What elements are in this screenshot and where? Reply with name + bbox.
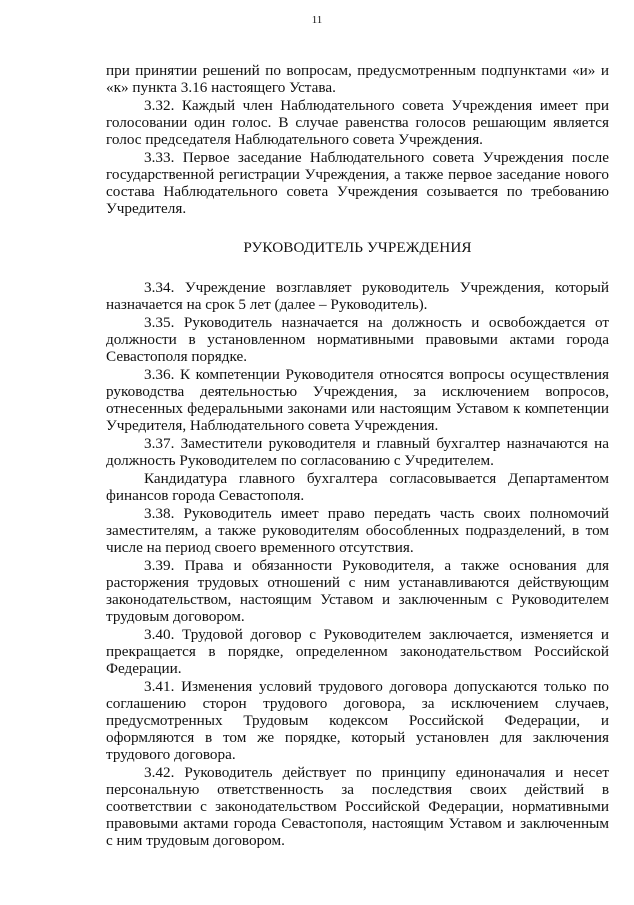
- paragraph: Кандидатура главного бухгалтера согласовывается Департаментом финансов города Севастополя.: [106, 470, 609, 504]
- section-heading: РУКОВОДИТЕЛЬ УЧРЕЖДЕНИЯ: [243, 239, 472, 256]
- paragraph: 3.32. Каждый член Наблюдательного совета Учреждения имеет при голосовании один голос. В случае равенства голосов решающим является голос председателя Наблюдательного совета Учреждения.: [106, 97, 609, 148]
- paragraph: 3.42. Руководитель действует по принципу единоначалия и несет персональную ответственность за последствия своих действий в соответствии с законодательством Российской Федерации, нормативными правовыми актами города Севастополя, настоящим Уставом и заключенным с ним трудовым договором.: [106, 764, 609, 849]
- paragraph: 3.37. Заместители руководителя и главный бухгалтер назначаются на должность Руководителем по согласованию с Учредителем.: [106, 435, 609, 469]
- paragraph: 3.34. Учреждение возглавляет руководитель Учреждения, который назначается на срок 5 лет (далее – Руководитель).: [106, 279, 609, 313]
- paragraphs-after-heading: [106, 279, 609, 849]
- paragraph: 3.33. Первое заседание Наблюдательного совета Учреждения после государственной регистрации Учреждения, а также первое заседание нового состава Наблюдательного совета Учреждения созывается по требованию Учредителя.: [106, 149, 609, 217]
- paragraph: 3.39. Права и обязанности Руководителя, а также основания для расторжения трудовых отношений с ним устанавливаются действующим законодательством, настоящим Уставом и заключенным с Руководителем трудовым договором.: [106, 557, 609, 625]
- paragraph: при принятии решений по вопросам, предусмотренным подпунктами «и» и «к» пункта 3.16 настоящего Устава.: [106, 62, 609, 96]
- paragraph: 3.36. К компетенции Руководителя относятся вопросы осуществления руководства деятельностью Учреждения, за исключением вопросов, отнесенных федеральными законами или настоящим Уставом к компетенции Учредителя, Наблюдательного совета Учреждения.: [106, 366, 609, 434]
- paragraph: 3.38. Руководитель имеет право передать часть своих полномочий заместителям, а также руководителям обособленных подразделений, в том числе на период своего временного отсутствия.: [106, 505, 609, 556]
- paragraph: 3.40. Трудовой договор с Руководителем заключается, изменяется и прекращается в порядке, определенном законодательством Российской Федерации.: [106, 626, 609, 677]
- page-number: 11: [311, 14, 323, 26]
- document-body: [106, 62, 609, 850]
- paragraphs-before-heading: [106, 62, 609, 217]
- paragraph: 3.35. Руководитель назначается на должность и освобождается от должности в установленном нормативными правовыми актами города Севастополя порядке.: [106, 314, 609, 365]
- paragraph: 3.41. Изменения условий трудового договора допускаются только по соглашению сторон трудового договора, за исключением случаев, предусмотренных Трудовым кодексом Российской Федерации, и оформляются в том же порядке, который установлен для заключения трудового договора.: [106, 678, 609, 763]
